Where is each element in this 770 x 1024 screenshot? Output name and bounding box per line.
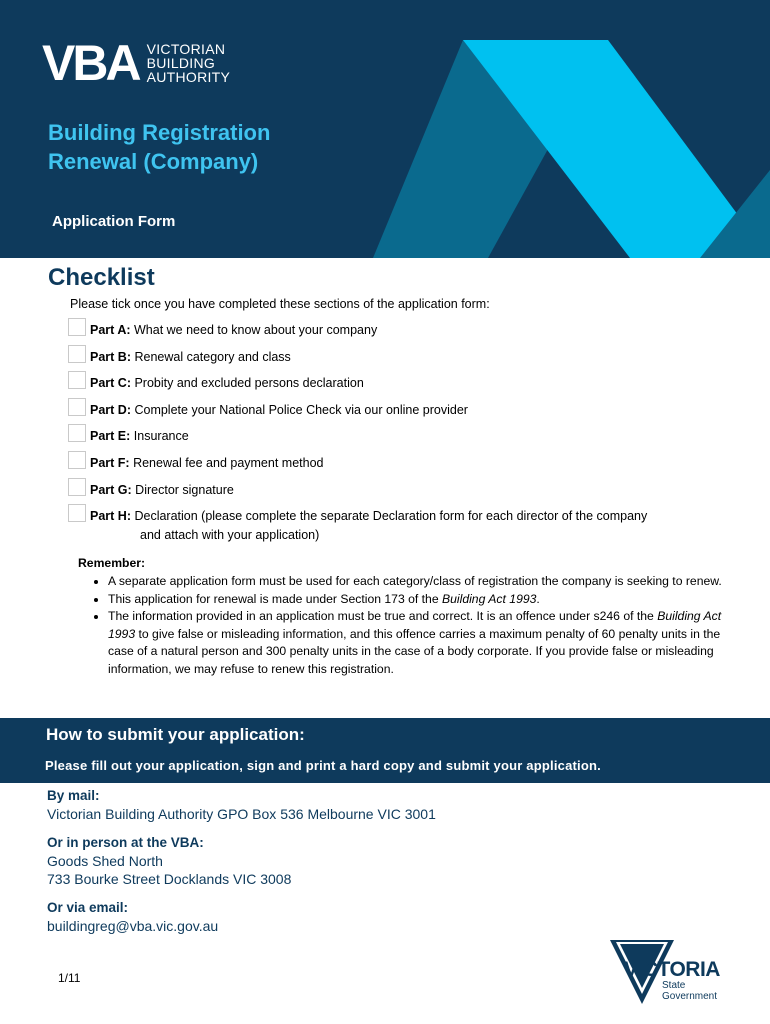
checkbox-part-f[interactable] — [68, 451, 86, 469]
remember-list — [80, 573, 748, 678]
checklist-heading: Checklist — [48, 264, 155, 291]
checklist-item-part-e: Part E: Insurance — [68, 424, 738, 451]
page-number: 1/11 — [58, 971, 81, 985]
checkbox-part-b[interactable] — [68, 345, 86, 363]
vba-logo — [42, 35, 231, 91]
remember-item: • A separate application form must be used for each category/class of registration the company is seeking to renew. — [108, 573, 748, 591]
mail-address: Victorian Building Authority GPO Box 536 Melbourne VIC 3001 — [47, 806, 436, 822]
in-person-line-2: 733 Bourke Street Docklands VIC 3008 — [47, 871, 292, 887]
submit-heading: How to submit your application: — [46, 725, 305, 744]
checklist-intro: Please tick once you have completed these sections of the application form: — [70, 297, 490, 311]
checklist-item-part-c: Part C: Probity and excluded persons declaration — [68, 371, 738, 398]
vba-logo-text: VICTORIAN BUILDING AUTHORITY — [146, 41, 231, 85]
remember-item: • This application for renewal is made under Section 173 of the Building Act 1993. — [108, 591, 748, 609]
checklist-items — [68, 318, 738, 548]
checklist-item-part-b: Part B: Renewal category and class — [68, 345, 738, 372]
checklist-item-part-f: Part F: Renewal fee and payment method — [68, 451, 738, 478]
state-government-text: State Government — [662, 980, 718, 1002]
mail-heading: By mail: — [47, 788, 100, 803]
in-person-line-1: Goods Shed North — [47, 853, 163, 869]
checklist-item-part-g: Part G: Director signature — [68, 478, 738, 505]
victoria-government-logo — [610, 940, 740, 1010]
checklist-item-part-d: Part D: Complete your National Police Check via our online provider — [68, 398, 738, 425]
checkbox-part-e[interactable] — [68, 424, 86, 442]
checkbox-part-g[interactable] — [68, 478, 86, 496]
remember-item: • The information provided in an application must be true and correct. It is an offence under s246 of the Building Act 1993 to give false or misleading information, and this offence carries a maximum penalty of 60 penalty units in the case of a natural person and 300 penalty units in the case of a body corporate. If you provide false or misleading information, we may refuse to renew this registration. — [108, 608, 748, 678]
checkbox-part-a[interactable] — [68, 318, 86, 336]
checklist-item-part-h: Part H: Declaration (please complete the separate Declaration form for each director of the company and attach with your application) — [68, 504, 738, 548]
in-person-heading: Or in person at the VBA: — [47, 835, 204, 850]
document-title: Building Registration Renewal (Company) — [48, 120, 271, 174]
checkbox-part-d[interactable] — [68, 398, 86, 416]
header-banner — [0, 0, 770, 258]
checkbox-part-c[interactable] — [68, 371, 86, 389]
victoria-wordmark: VICTORIA — [624, 958, 720, 981]
submit-instructions: Please fill out your application, sign and print a hard copy and submit your application. — [45, 758, 601, 773]
checklist-item-part-a: Part A: What we need to know about your company — [68, 318, 738, 345]
email-heading: Or via email: — [47, 900, 129, 915]
email-address[interactable]: buildingreg@vba.vic.gov.au — [47, 918, 219, 934]
remember-heading: Remember: — [78, 556, 146, 570]
checkbox-part-h[interactable] — [68, 504, 86, 522]
vba-logo-mark: VBA — [42, 35, 139, 91]
document-subtitle: Application Form — [52, 213, 176, 230]
